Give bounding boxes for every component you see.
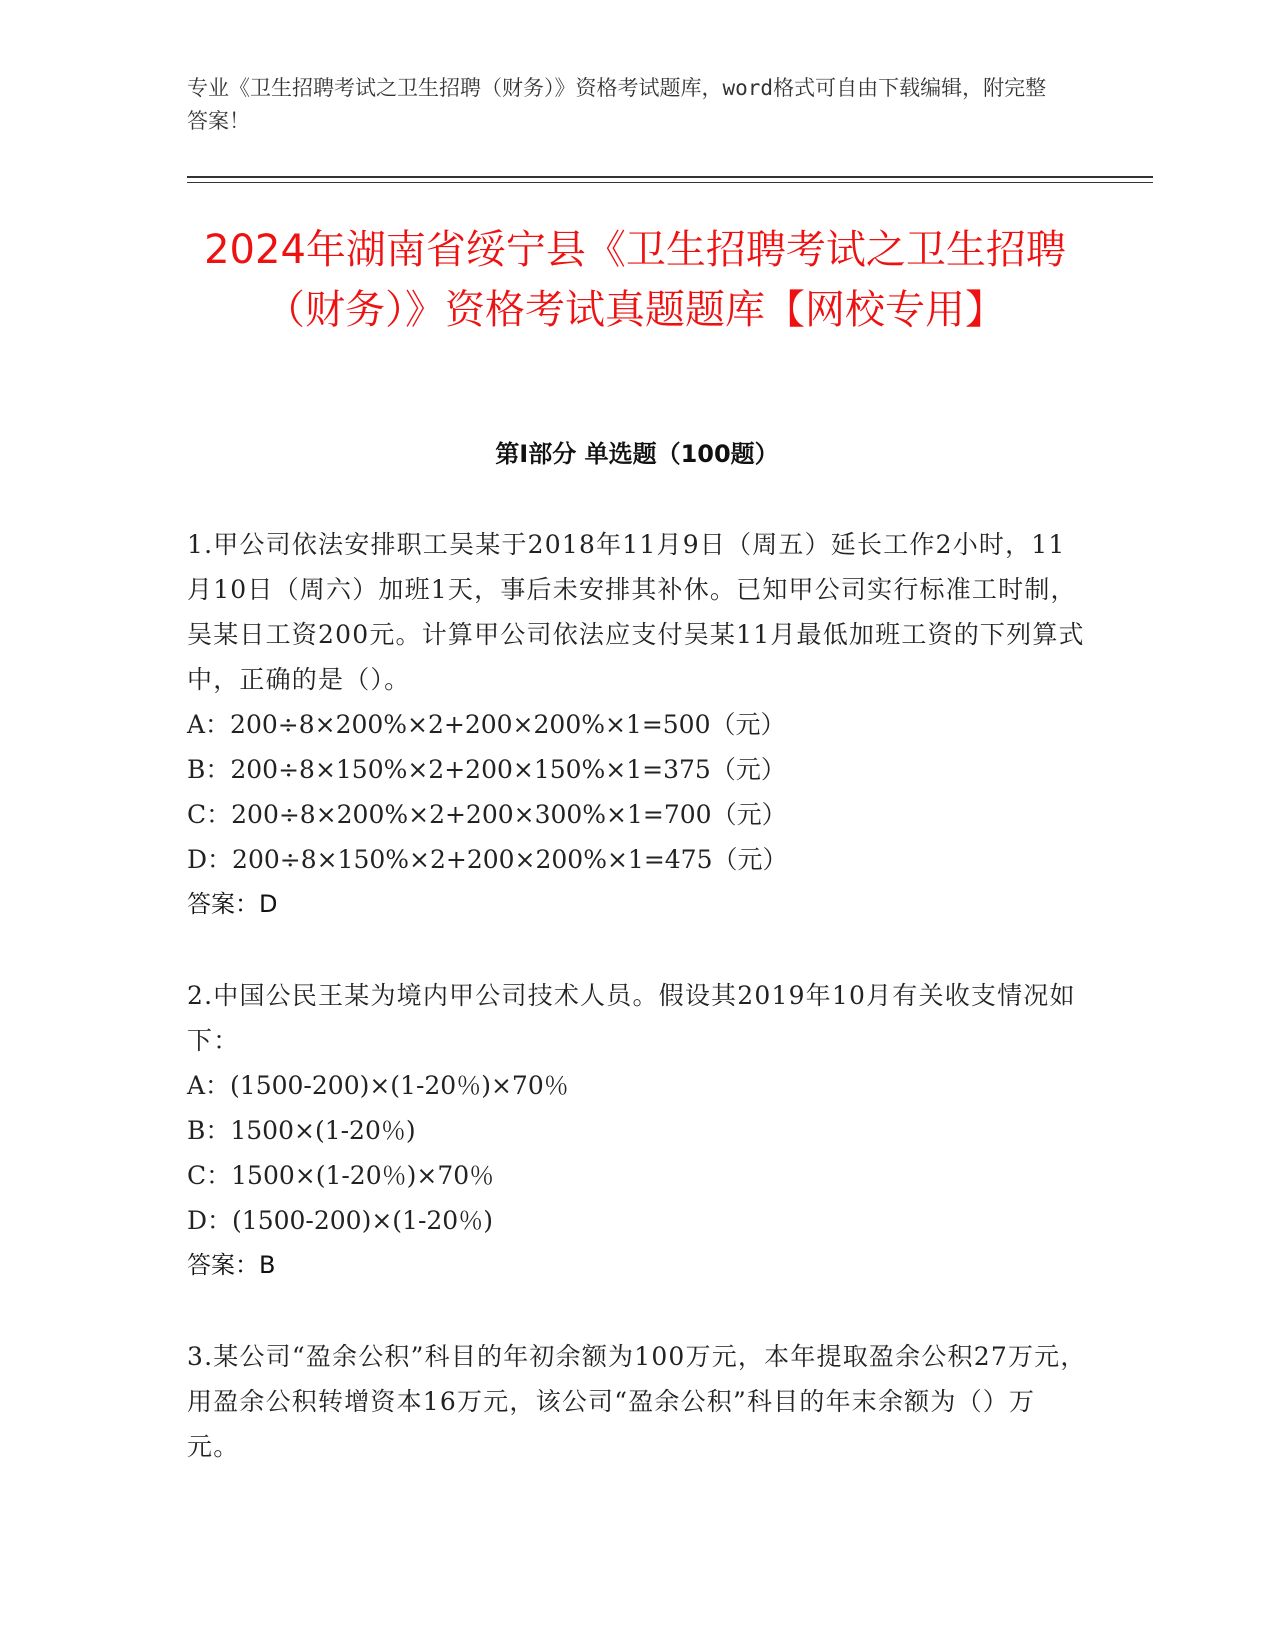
option-d: D：200÷8×150%×2+200×200%×1=475（元） xyxy=(187,845,788,874)
option-b: B：1500×(1-20％) xyxy=(187,1116,416,1145)
option-c: C：200÷8×200%×2+200×300%×1=700（元） xyxy=(187,800,787,829)
question-stem: 2.中国公民王某为境内甲公司技术人员。假设其2019年10月有关收支情况如下： xyxy=(187,981,1076,1055)
question-3 xyxy=(187,1334,1087,1469)
question-1 xyxy=(187,522,1087,927)
option-a: A：200÷8×200%×2+200×200%×1=500（元） xyxy=(187,710,786,739)
question-stem: 3.某公司“盈余公积”科目的年初余额为100万元，本年提取盈余公积27万元，用盈余公积转增资本16万元，该公司“盈余公积”科目的年末余额为（）万元。 xyxy=(187,1342,1087,1461)
header-divider-thin xyxy=(187,182,1153,183)
section-heading: 第I部分 单选题（100题） xyxy=(495,440,779,468)
option-d: D：(1500-200)×(1-20％) xyxy=(187,1206,493,1235)
option-c: C：1500×(1-20％)×70％ xyxy=(187,1161,495,1190)
answer-label: 答案：B xyxy=(187,1251,276,1279)
question-2 xyxy=(187,973,1087,1288)
header-divider-thick xyxy=(187,176,1153,178)
option-b: B：200÷8×150%×2+200×150%×1=375（元） xyxy=(187,755,786,784)
option-a: A：(1500-200)×(1-20％)×70％ xyxy=(187,1071,569,1100)
answer-label: 答案：D xyxy=(187,890,278,918)
question-list xyxy=(187,522,1087,1515)
question-stem: 1.甲公司依法安排职工吴某于2018年11月9日（周五）延长工作2小时，11月10日（周六）加班1天，事后未安排其补休。已知甲公司实行标准工时制，吴某日工资200元。计算甲公司依法应支付吴某11月最低加班工资的下列算式中，正确的是（）。 xyxy=(187,530,1085,694)
header-note: 专业《卫生招聘考试之卫生招聘（财务）》资格考试题库，word格式可自由下载编辑，附完整答案！ xyxy=(187,76,1047,133)
document-title: 2024年湖南省绥宁县《卫生招聘考试之卫生招聘（财务）》资格考试真题题库【网校专用】 xyxy=(204,227,1066,333)
